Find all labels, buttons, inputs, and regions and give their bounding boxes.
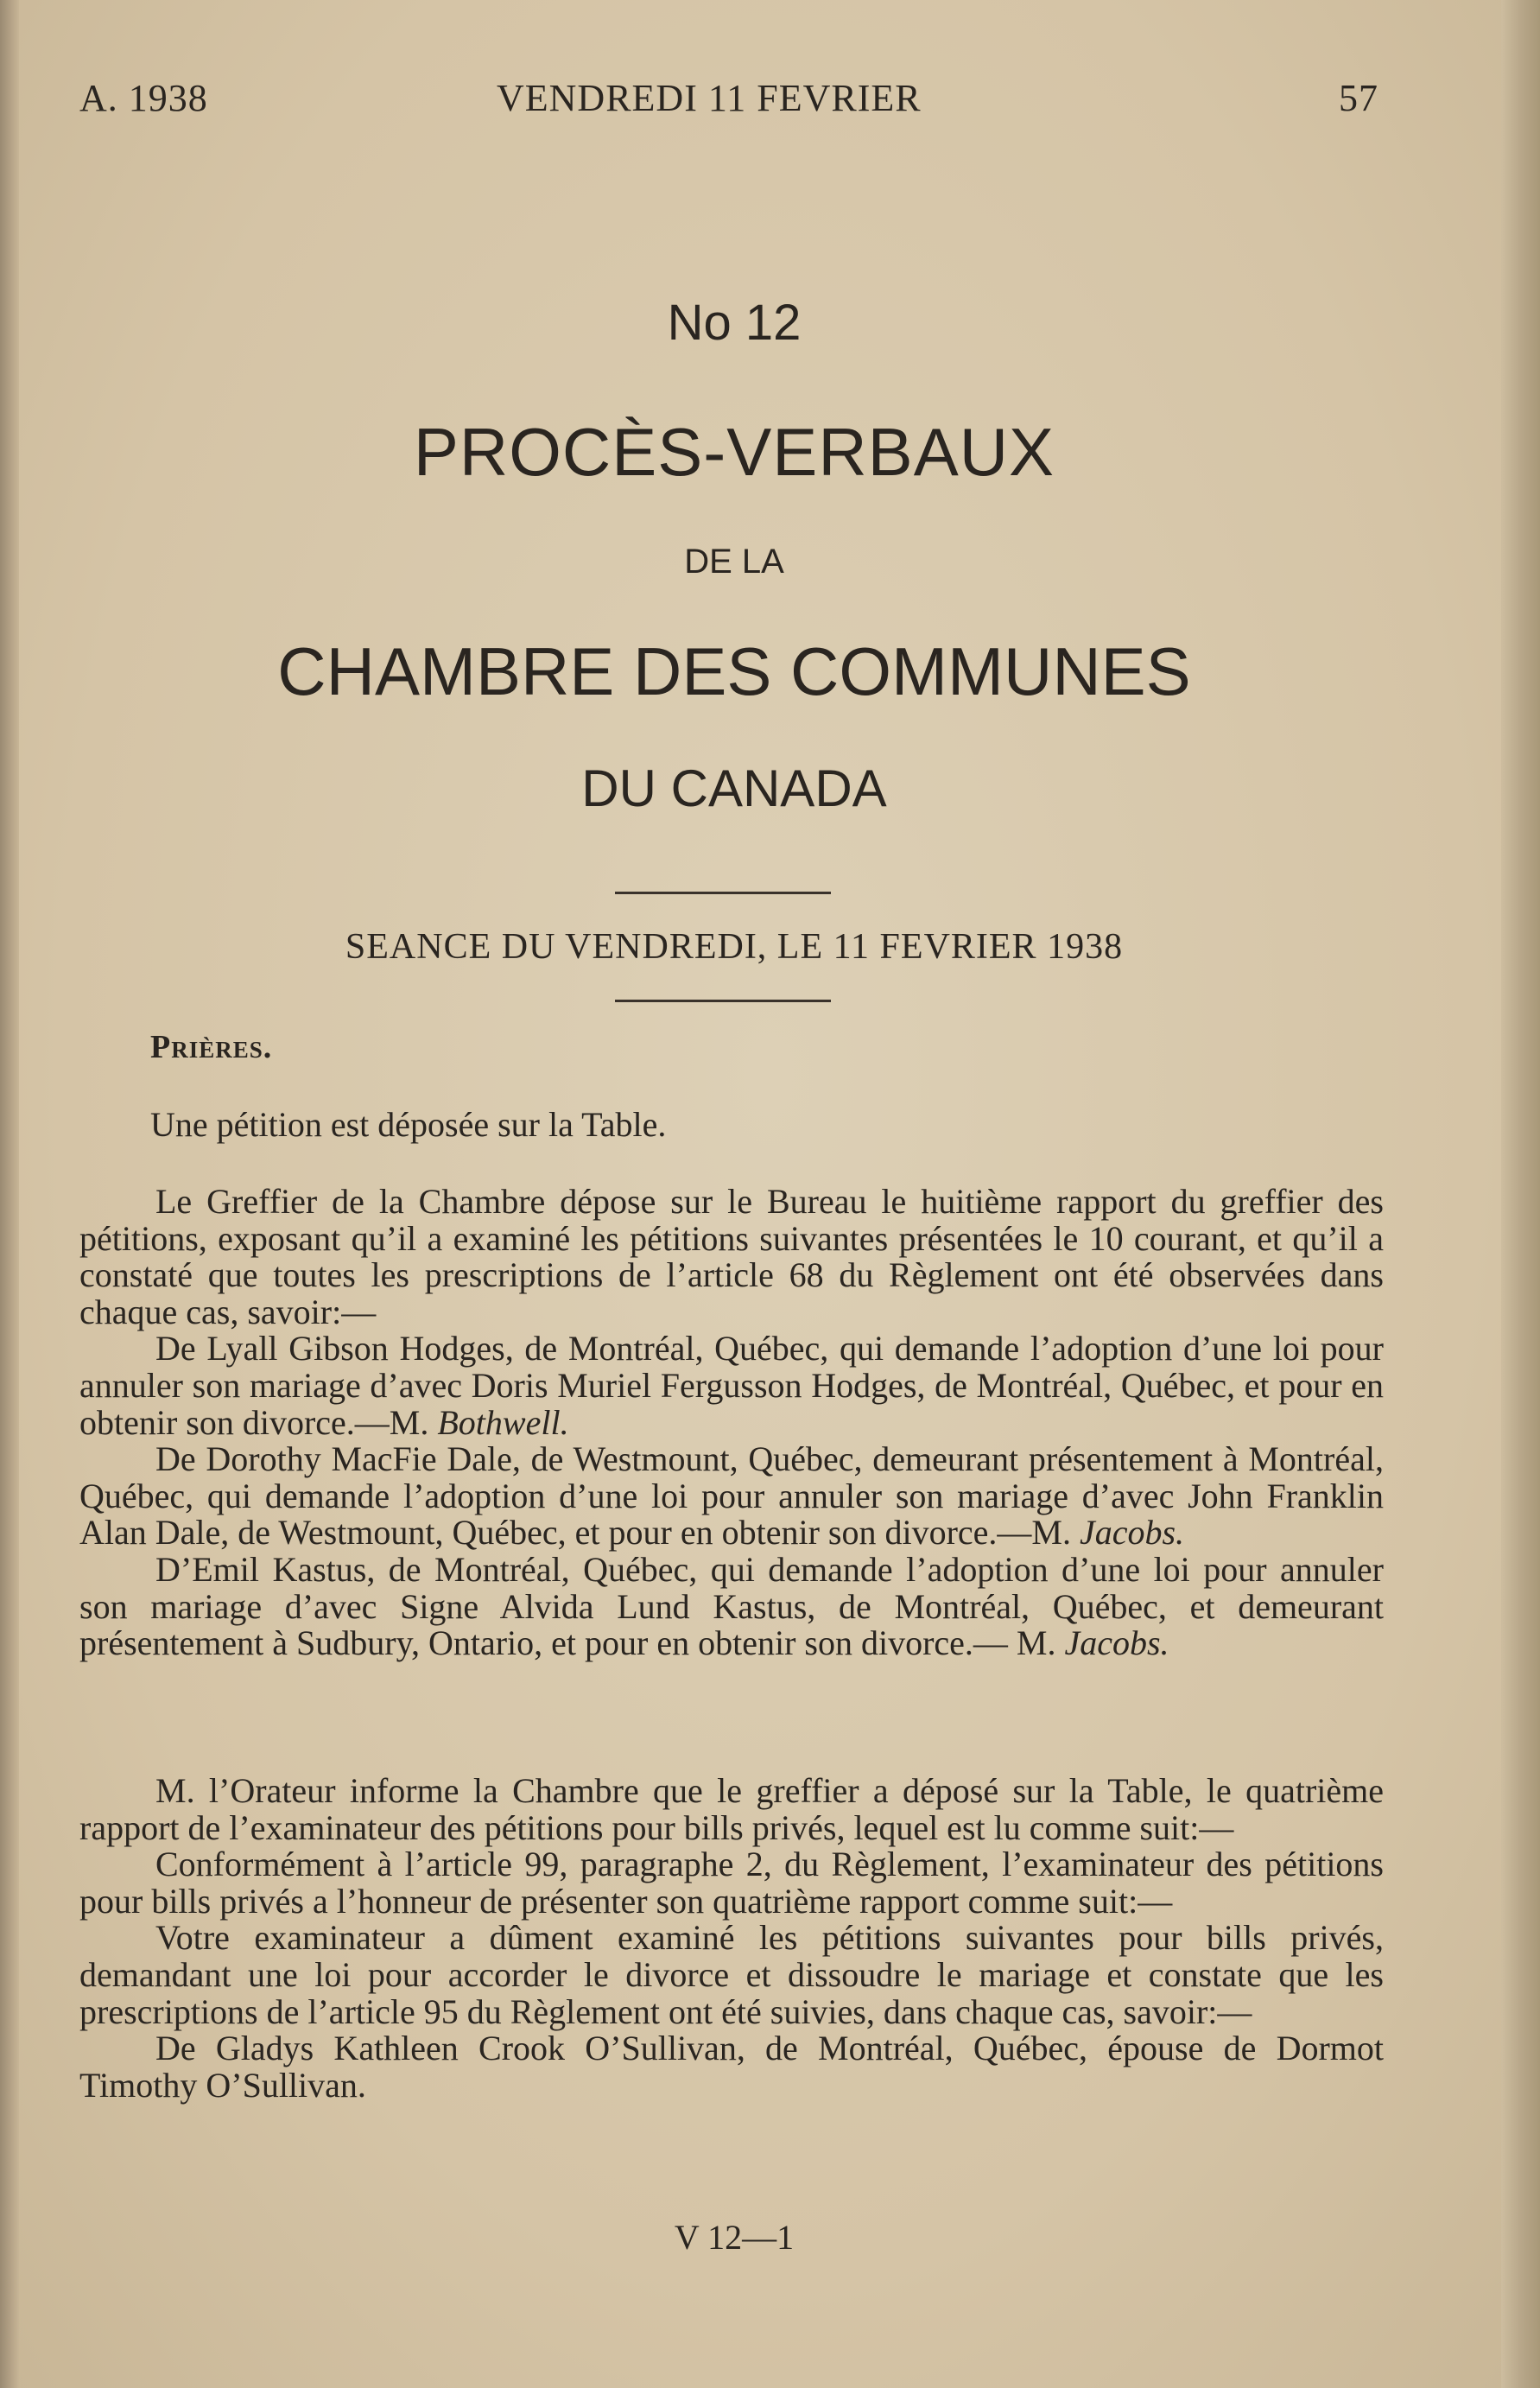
member-name: Jacobs. bbox=[1079, 1513, 1185, 1553]
petition-item: De Dorothy MacFie Dale, de Westmount, Québec, demeurant présentement à Montréal, Québec, qui demande l’adoption d’une loi pour annuler son mariage d’avec John Franklin Alan Dale, de Westmount, Québec, et pour en obtenir son divorce.—M. Jacobs. bbox=[79, 1439, 1384, 1553]
speaker-report-paragraph: Votre examinateur a dûment examiné les pétitions suivantes pour bills privés, demandant une loi pour accorder le divorce et dissoudre le mariage et constate que les prescriptions de l’article 95 du Règlement ont été suivies, dans chaque cas, savoir:— bbox=[79, 1918, 1384, 2031]
clerk-report-section bbox=[79, 1184, 1384, 1662]
header-year: A. 1938 bbox=[79, 77, 208, 119]
divider-rule-top bbox=[615, 892, 831, 894]
speaker-report-paragraph: De Gladys Kathleen Crook O’Sullivan, de Montréal, Québec, épouse de Dormot Timothy O’Sullivan. bbox=[79, 2029, 1384, 2105]
header-date: VENDREDI 11 FEVRIER bbox=[497, 77, 922, 119]
title-de-la: DE LA bbox=[684, 543, 784, 581]
divider-rule-bottom bbox=[615, 1000, 831, 1002]
speaker-report-intro: M. l’Orateur informe la Chambre que le greffier a déposé sur la Table, le quatrième rapport de l’examinateur des pétitions pour bills privés, lequel est lu comme suit:— bbox=[79, 1771, 1384, 1847]
signature-mark: V 12—1 bbox=[674, 2218, 795, 2257]
petition-tabled-note: Une pétition est déposée sur la Table. bbox=[150, 1105, 667, 1144]
title-du-canada: DU CANADA bbox=[581, 759, 887, 817]
clerk-report-intro: Le Greffier de la Chambre dépose sur le Bureau le huitième rapport du greffier des pétitions, exposant qu’il a examiné les pétitions suivantes présentées le 10 courant, et qu’il a constaté que toutes les prescriptions de l’article 68 du Règlement ont été observées dans chaque cas, savoir:— bbox=[79, 1182, 1384, 1331]
page-edge bbox=[1501, 0, 1540, 2388]
binding-edge bbox=[0, 0, 19, 2388]
petition-item: D’Emil Kastus, de Montréal, Québec, qui demande l’adoption d’une loi pour annuler son mariage d’avec Signe Alvida Lund Kastus, de Montréal, Québec, et demeurant présentement à Sudbury, Ontario, et pour en obtenir son divorce.— M. Jacobs. bbox=[79, 1549, 1384, 1663]
petition-item: De Lyall Gibson Hodges, de Montréal, Québec, qui demande l’adoption d’une loi pour annuler son mariage d’avec Doris Muriel Fergusson Hodges, de Montréal, Québec, et pour en obtenir son divorce.—M. Bothwell. bbox=[79, 1329, 1384, 1442]
speaker-report-paragraph: Conformément à l’article 99, paragraphe 2, du Règlement, l’examinateur des pétitions pour bills privés a l’honneur de présenter son quatrième rapport comme suit:— bbox=[79, 1845, 1384, 1921]
speaker-report-section bbox=[79, 1773, 1384, 2104]
session-heading: SEANCE DU VENDREDI, LE 11 FEVRIER 1938 bbox=[345, 927, 1124, 967]
page-number: 57 bbox=[1339, 77, 1378, 119]
member-name: Jacobs. bbox=[1064, 1623, 1169, 1663]
member-name: Bothwell. bbox=[437, 1402, 569, 1442]
issue-number: No 12 bbox=[667, 295, 802, 351]
title-proces-verbaux: PROCÈS-VERBAUX bbox=[413, 414, 1055, 490]
title-chambre-des-communes: CHAMBRE DES COMMUNES bbox=[277, 633, 1191, 709]
prayers-heading: Prières. bbox=[150, 1029, 273, 1065]
